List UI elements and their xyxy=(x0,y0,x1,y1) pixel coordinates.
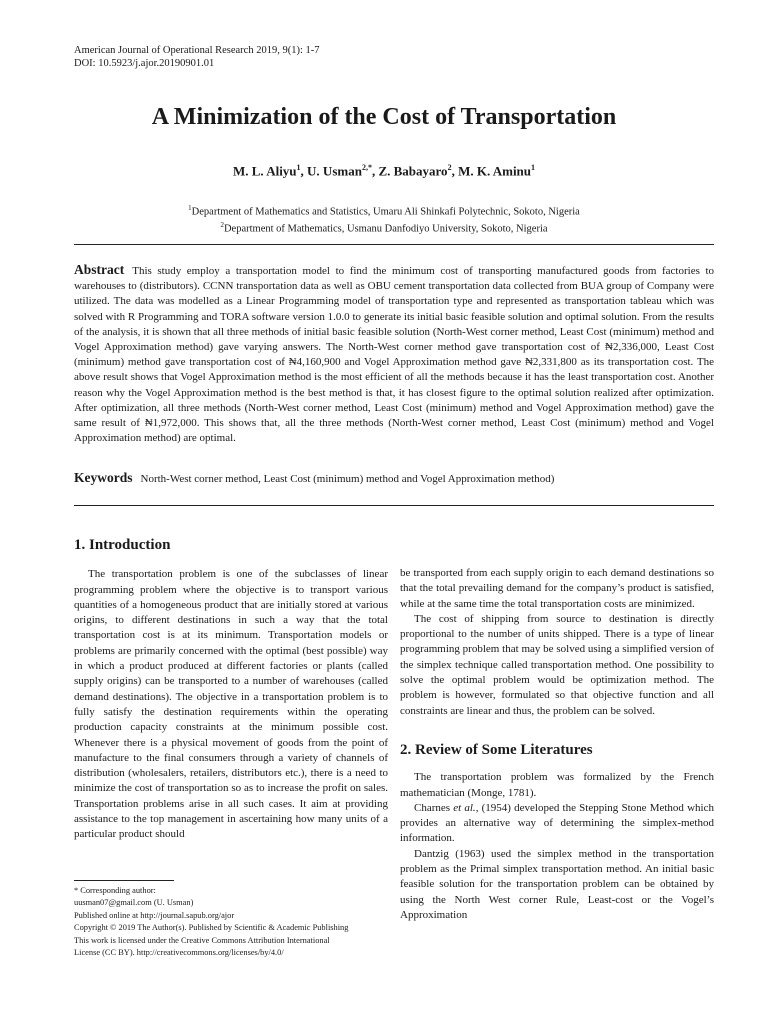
introduction-heading: 1. Introduction xyxy=(74,537,171,553)
author-email: uusman07@gmail.com (U. Usman) xyxy=(74,898,194,908)
introduction-paragraph: The transportation problem is one of the subclasses of linear programming problem where the objective is to transport various quantities of a homogeneous product that are initially stored at various origins, to different destinations in such a way that the total transportation cost is at its minimum. Transportation models or problems are primarily concerned with the optimal (best possible) way in which a product produced at different factories or plants (called supply origins) can be transported to a number of warehouses (called demand destinations). The objective in a transportation problem is to fully satisfy the destination requirements within the operating production capacity constraints at the minimum possible cost. Whenever there is a physical movement of goods from the point of manufacture to the final consumers through a variety of channels of distribution (wholesalers, retailers, distributors etc.), there is a need to minimize the cost of transportation so as to increase the profit on sales. Transportation problems arise in all such cases. It aim at providing assistance to the top management in ascertaining how many units of a particular product should xyxy=(74,568,388,841)
section-divider xyxy=(74,244,714,245)
keywords xyxy=(74,470,714,486)
affiliation-mark: 2 xyxy=(220,220,224,229)
affiliation-line xyxy=(0,219,768,236)
author-list: M. L. Aliyu$^1$, U. Usman$^{2,*}$, Z. Babayaro$^2$, M. K. Aminu$^1$ xyxy=(232,163,536,179)
author-affiliation-mark: 2,* xyxy=(361,163,372,172)
doi: DOI: 10.5923/j.ajor.20190901.01 xyxy=(74,58,215,69)
left-column xyxy=(74,538,388,843)
license-line: License (CC BY). http://creativecommons.org/licenses/by/4.0/ xyxy=(74,948,284,958)
corresponding-author: * Corresponding author: xyxy=(74,886,156,895)
abstract-label: Abstract xyxy=(74,262,125,277)
abstract xyxy=(74,262,714,446)
introduction-continuation: be transported from each supply origin to each demand destinations so that the total prevailing demand for the company’s product is satisfied, while at the same time the total transportation costs are minimized. xyxy=(400,567,714,610)
keywords-label: Keywords xyxy=(74,470,133,485)
affiliation-mark: 1 xyxy=(188,204,192,212)
review-paragraph xyxy=(400,801,714,847)
footnotes xyxy=(74,885,394,959)
affiliation-line xyxy=(0,202,768,219)
author-name: Z. Babayaro xyxy=(378,163,448,179)
journal-header xyxy=(74,44,320,70)
right-column xyxy=(400,566,714,923)
review-text: Charnes xyxy=(414,801,454,814)
license-line: This work is licensed under the Creative Commons Attribution International xyxy=(74,935,330,945)
review-paragraph: Dantzig (1963) used the simplex method in the transportation problem as the Primal simplex transportation method. An initial basic feasible solution for the transportation problem can be obtained by using the North West corner Rule, Least-cost or the Vogel’s Approximation xyxy=(400,847,714,921)
published-online: Published online at http://journal.sapub.org/ajor xyxy=(74,910,235,920)
review-text: , (1954) developed the Stepping Stone Method which provides an alternative way of determining the simplex-method information. xyxy=(400,801,714,845)
review-paragraph: The transportation problem was formalized by the French mathematician (Monge, 1781). xyxy=(400,771,714,799)
keywords-text: North-West corner method, Least Cost (minimum) method and Vogel Approximation method) xyxy=(140,473,555,485)
abstract-text: This study employ a transportation model to find the minimum cost of transporting manufactured goods from factories to warehouses to (distributors). CCNN transportation data as well as OBU cement transportation data collected from BUA group of Company were utilized. The data was modelled as a Linear Programming model of transportation type and represented as transportation tableau which was solved with R Programming and TORA software version 1.0.0 to generate its initial basic feasible solution and optimal solution. From the results of the analysis, it is shown that all three methods of initial basic feasible solution (North-West corner method, Least Cost (minimum) method and Vogel Approximation method) gave varying answers. The North-West corner method gave transportation cost of ₦2,336,000, Least Cost (minimum) method gave transportation cost of ₦4,160,900 and Vogel Approximation method gave ₦2,331,800 as its transportation cost. The above result shows that Vogel Approximation method is the most efficient of all the methods because it has the least transportation cost. Another reason why the Vogel Approximation method is the best method is that, it has closest figure to the optimal solution realized after optimization. After optimization, all three methods (North-West corner method, Least Cost (minimum) method and Vogel Approximation method) gave the same result of ₦1,972,000. This shows that, all the three methods (North-West corner method, Least Cost (minimum) method and Vogel Approximation method) are optimal. xyxy=(74,265,714,445)
affiliations xyxy=(0,202,768,235)
author-name: M. L. Aliyu xyxy=(232,163,297,179)
author-name: M. K. Aminu xyxy=(458,163,532,179)
author-affiliation-mark: 1 xyxy=(531,163,536,172)
author-name: U. Usman xyxy=(307,163,362,179)
affiliation-text: Department of Mathematics and Statistics, Umaru Ali Shinkafi Polytechnic, Sokoto, Nigeria xyxy=(191,206,580,218)
footnote-divider xyxy=(74,880,174,881)
author-affiliation-mark: 1 xyxy=(296,163,301,172)
review-heading: 2. Review of Some Literatures xyxy=(400,741,593,758)
affiliation-text: Department of Mathematics, Usmanu Danfodiyo University, Sokoto, Nigeria xyxy=(223,223,548,234)
copyright: Copyright © 2019 The Author(s). Published by Scientific & Academic Publishing xyxy=(74,923,349,933)
journal-citation: American Journal of Operational Research 2019, 9(1): 1-7 xyxy=(74,45,320,56)
paper-title: A Minimization of the Cost of Transportation xyxy=(151,104,617,130)
et-al: et al. xyxy=(453,801,476,814)
introduction-paragraph-2: The cost of shipping from source to destination is directly proportional to the number of units shipped. There is a type of linear programming problem that may be solved using a simplified version of the simplex technique called transportation method. One possibility to solve the optimal problem would be optimization method. The problem is however, formulated so that objective function and all constraints are linear and thus, the problem can be solved. xyxy=(400,612,714,717)
author-affiliation-mark: 2 xyxy=(447,163,452,172)
section-divider xyxy=(74,505,714,506)
